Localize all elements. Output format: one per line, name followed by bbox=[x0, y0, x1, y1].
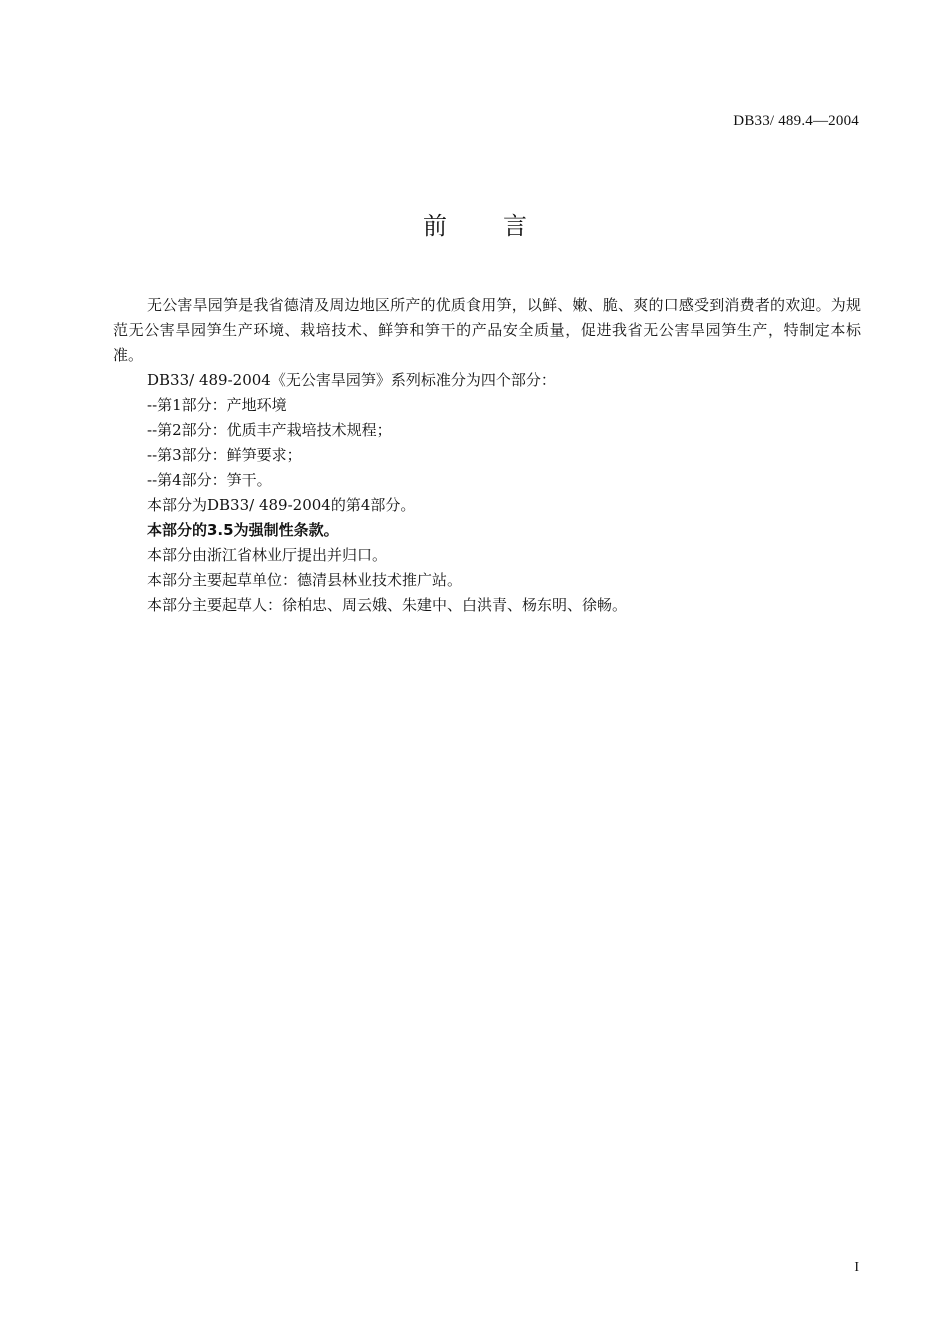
page-number: I bbox=[854, 1260, 859, 1275]
drafting-unit: 本部分主要起草单位：德清县林业技术推广站。 bbox=[147, 571, 463, 589]
mandatory-clause: 本部分的3.5为强制性条款。 bbox=[147, 521, 339, 539]
part-item-4: --第4部分：笋干。 bbox=[147, 471, 272, 489]
part-item-2: --第2部分：优质丰产栽培技术规程； bbox=[147, 421, 392, 439]
series-description: DB33/ 489-2004《无公害旱园笋》系列标准分为四个部分： bbox=[147, 371, 556, 389]
page-title: 前言 bbox=[423, 212, 583, 240]
intro-paragraph: 无公害旱园笋是我省德清及周边地区所产的优质食用笋，以鲜、嫩、脆、爽的口感受到消费者的欢迎。为规范无公害旱园笋生产环境、栽培技术、鲜笋和笋干的产品安全质量，促进我省无公害旱园笋生产，特制定本标准。 bbox=[113, 296, 861, 364]
drafters: 本部分主要起草人：徐柏忠、周云娥、朱建中、白洪青、杨东明、徐畅。 bbox=[147, 596, 628, 614]
standard-code: DB33/ 489.4—2004 bbox=[733, 113, 859, 129]
part-item-1: --第1部分：产地环境 bbox=[147, 396, 287, 414]
foreword-body bbox=[113, 293, 861, 618]
part-statement: 本部分为DB33/ 489-2004的第4部分。 bbox=[147, 496, 416, 514]
proposer-statement: 本部分由浙江省林业厅提出并归口。 bbox=[147, 546, 388, 564]
part-item-3: --第3部分：鲜笋要求； bbox=[147, 446, 302, 464]
